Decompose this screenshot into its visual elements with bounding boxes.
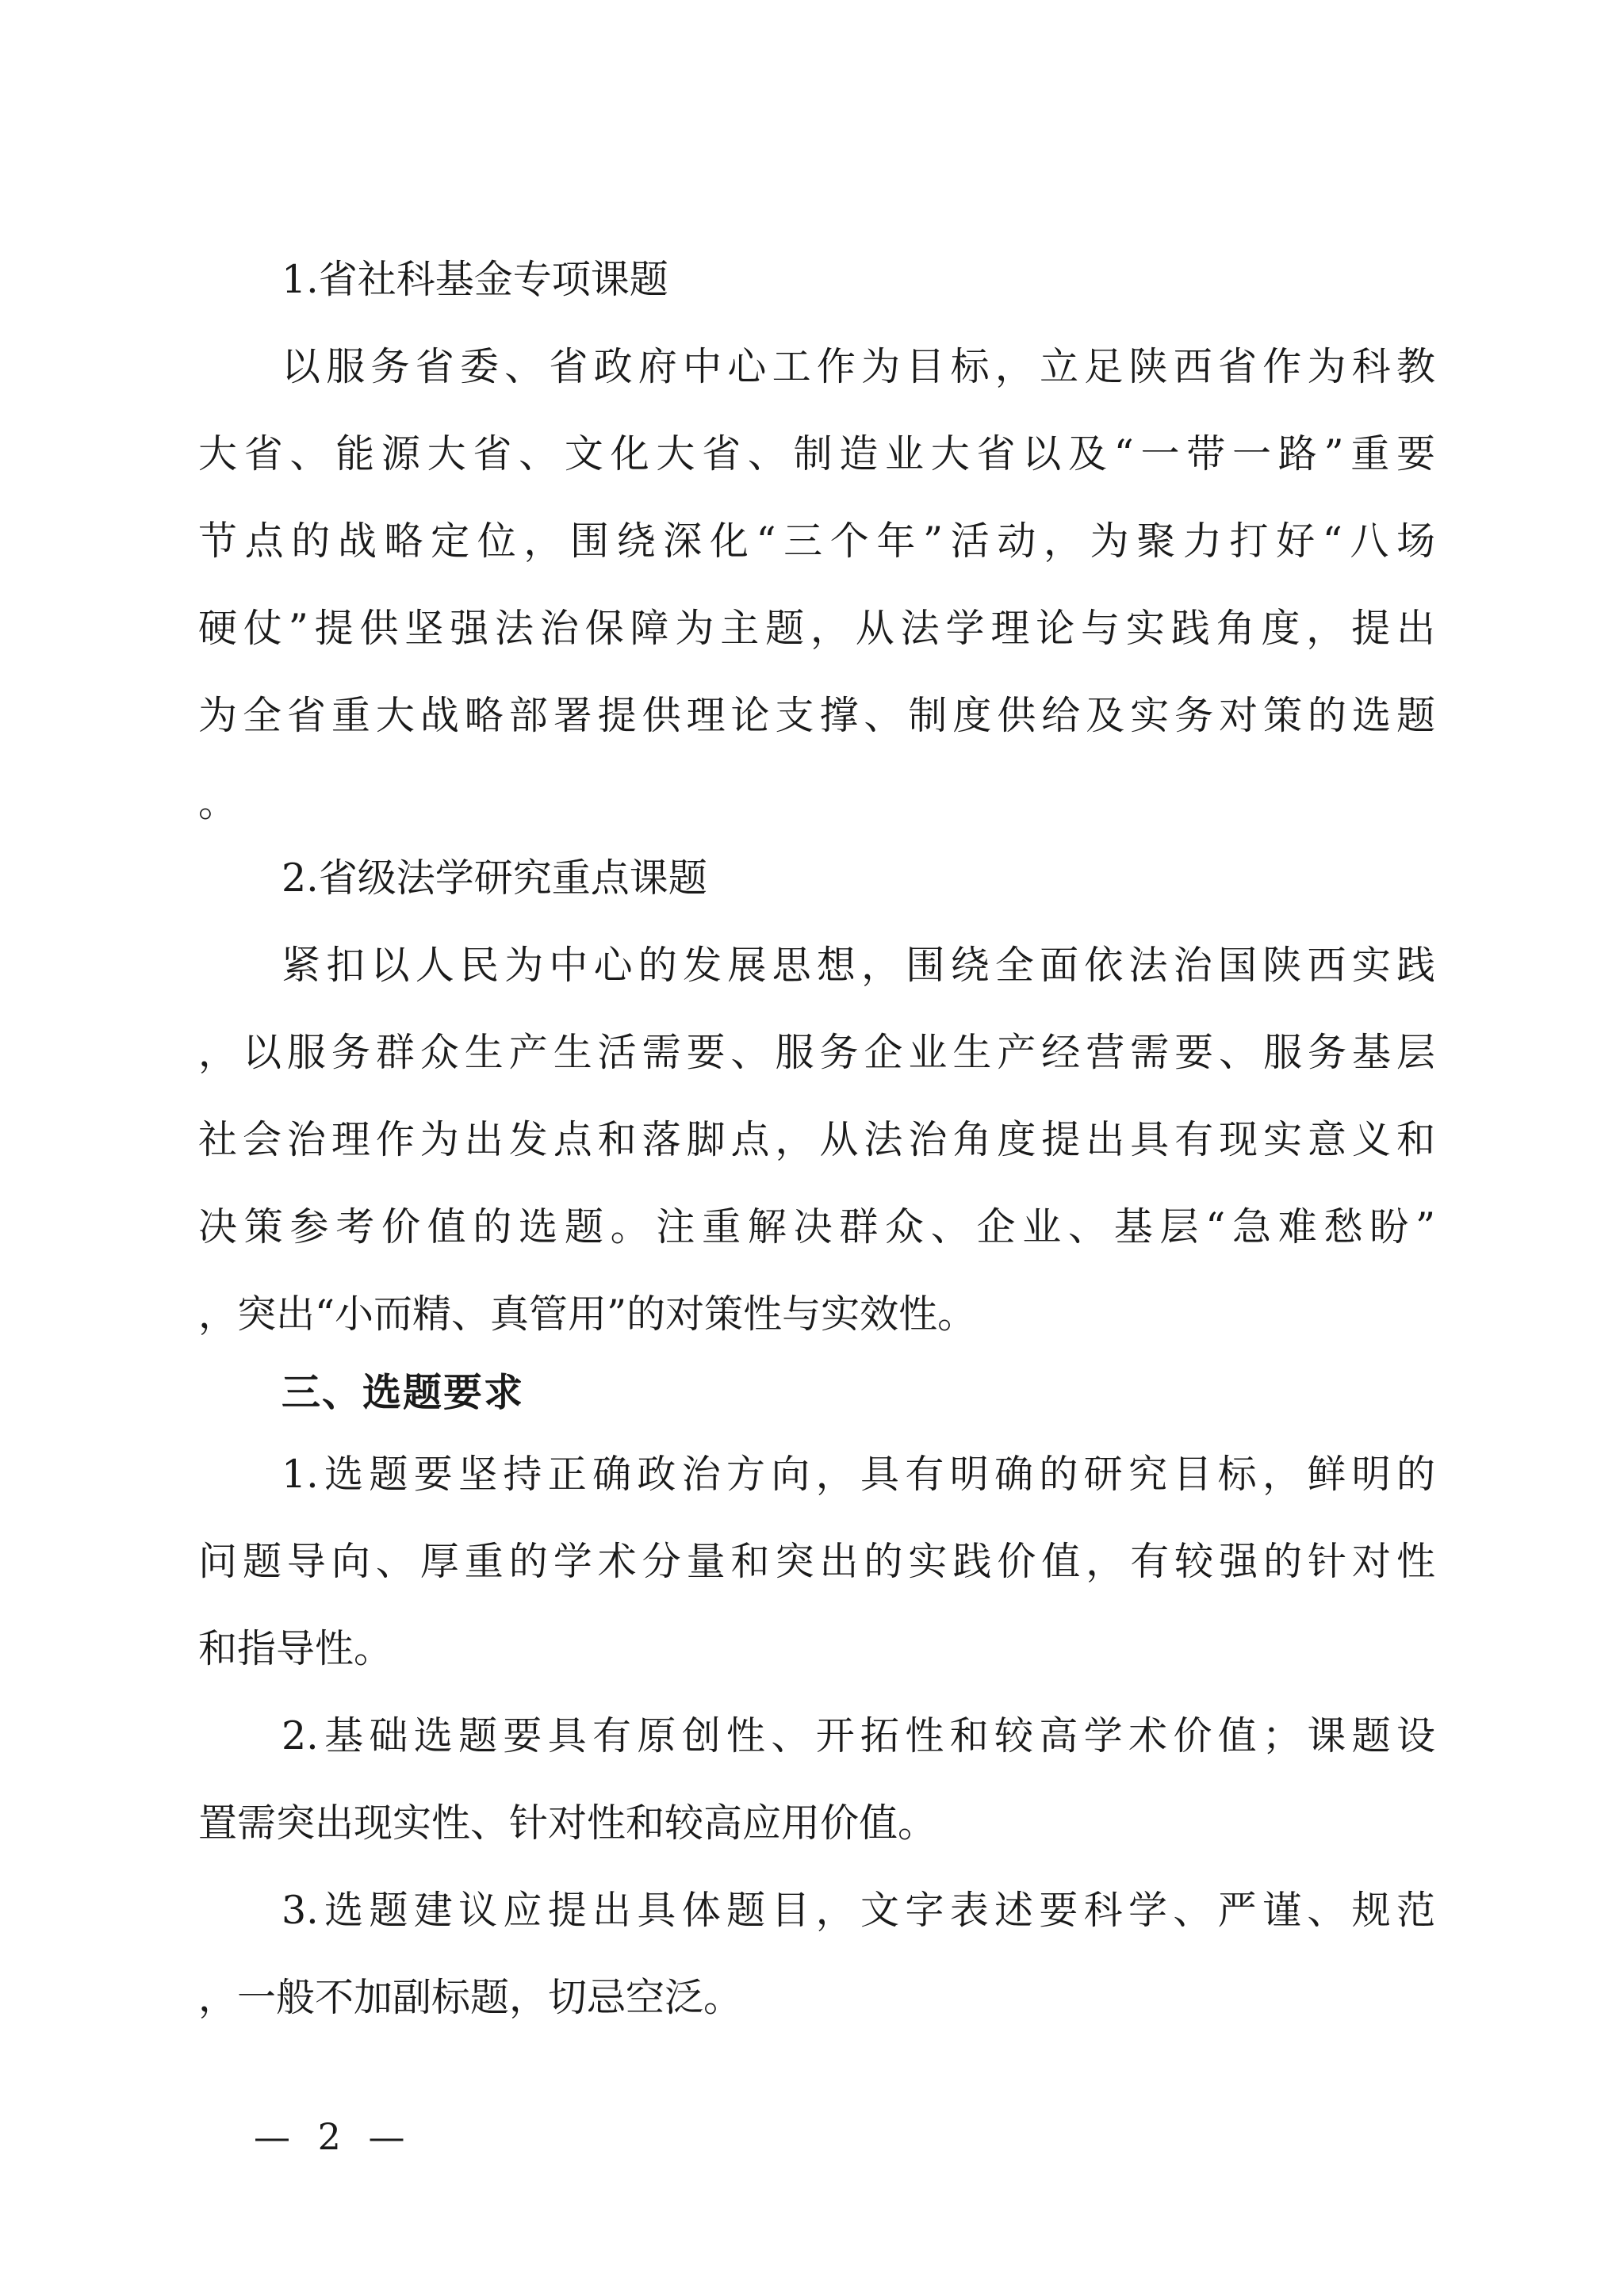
paragraph-line: ，突出“小而精、真管用”的对策性与实效性。 — [198, 1292, 977, 1337]
paragraph-line: 3.选题建议应提出具体题目，文字表述要科学、严谨、规范 — [282, 1888, 1435, 1933]
paragraph-line: ，以服务群众生产生活需要、服务企业生产经营需要、服务基层 — [198, 1030, 1435, 1075]
paragraph-line: ，一般不加副标题，切忌空泛。 — [198, 1975, 743, 2020]
paragraph-line: 问题导向、厚重的学术分量和突出的实践价值，有较强的针对性 — [198, 1539, 1435, 1584]
paragraph-line: 1.选题要坚持正确政治方向，具有明确的研究目标，鲜明的 — [282, 1452, 1435, 1497]
paragraph-line: 置需突出现实性、针对性和较高应用价值。 — [198, 1800, 937, 1846]
subheading-special-topics: 1.省社科基金专项课题 — [282, 257, 668, 302]
paragraph-line: 大省、能源大省、文化大省、制造业大省以及“一带一路”重要 — [198, 431, 1435, 476]
paragraph-line: 社会治理作为出发点和落脚点，从法治角度提出具有现实意义和 — [198, 1117, 1435, 1162]
page-number: — 2 — — [254, 2115, 413, 2158]
paragraph-line: 以服务省委、省政府中心工作为目标，立足陕西省作为科教 — [282, 344, 1435, 389]
paragraph-line: 为全省重大战略部署提供理论支撑、制度供给及实务对策的选题 — [198, 693, 1435, 738]
paragraph-line: 和指导性。 — [198, 1626, 393, 1671]
subheading-key-topics: 2.省级法学研究重点课题 — [282, 855, 707, 901]
paragraph-line: 决策参考价值的选题。注重解决群众、企业、基层“急难愁盼” — [198, 1204, 1435, 1249]
paragraph-line: 节点的战略定位，围绕深化“三个年”活动，为聚力打好“八场 — [198, 519, 1435, 564]
paragraph-line: 紧扣以人民为中心的发展思想，围绕全面依法治国陕西实践 — [282, 943, 1435, 988]
paragraph-line: 2.基础选题要具有原创性、开拓性和较高学术价值；课题设 — [282, 1713, 1435, 1758]
section-heading: 三、选题要求 — [282, 1370, 525, 1415]
paragraph-line: 硬仗”提供坚强法治保障为主题，从法学理论与实践角度，提出 — [198, 606, 1435, 651]
paragraph-line: 。 — [198, 780, 238, 825]
